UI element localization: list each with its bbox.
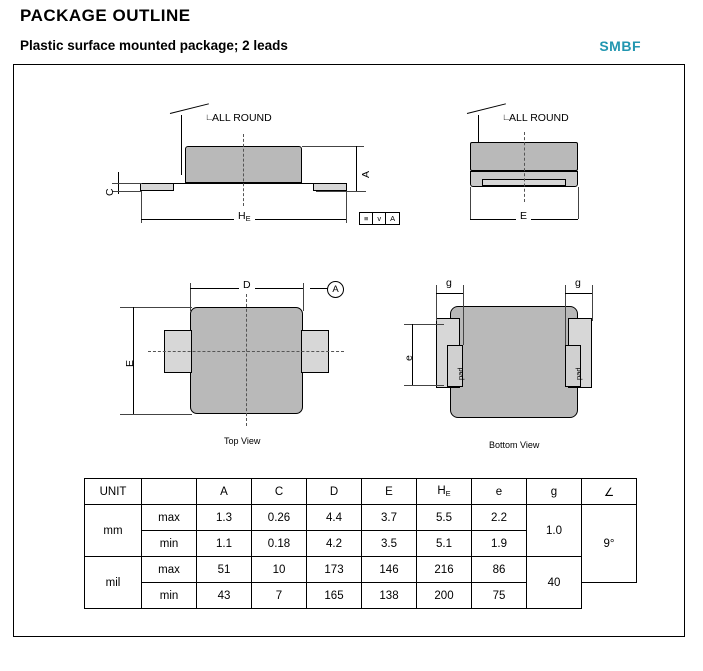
table-header-minmax: [142, 479, 197, 505]
package-outline-page: PACKAGE OUTLINE Plastic surface mounted package; 2 leads SMBF ALL ROUND ∟ A C $H_E$ ≡ v A ∟ ALL ROUND E D A E Top View pad pad g g e Bottom View UNIT A C D E $H_E$ e g ∠ mm max 1.3 0.26 4.4 3.7 5.5 2.2 1.0 9° min 1.1 0.18 4.2 3.5 5.1 1.9 mil max 51 10 173 146 216 86 40 min 43 7 165 138 200 75: [0, 0, 703, 671]
table-row: [85, 505, 637, 531]
table-header-e-pitch: e: [472, 479, 527, 505]
datum-control-frame: [359, 212, 400, 225]
table-header-a: A: [197, 479, 252, 505]
table-cell-unit-mm: mm: [85, 505, 142, 557]
table-cell-mm-min-e: 3.5: [362, 531, 417, 557]
table-header-e: E: [362, 479, 417, 505]
bottom-view-body: [450, 306, 578, 418]
table-cell-mm-max-epitch: 2.2: [472, 505, 527, 531]
bottom-view-g-right-label: g: [575, 277, 581, 289]
top-view-a-leader: [310, 288, 328, 289]
end-view-e-label: E: [516, 210, 531, 222]
side-view-a-ext-top: [302, 146, 364, 147]
top-view-centerline-vertical: [246, 294, 247, 426]
table-cell-mil-min-he: 200: [417, 583, 472, 609]
table-header-angle: ∠: [582, 479, 637, 505]
side-view-leader-vertical: [181, 115, 182, 175]
table-cell-mm-min-a: 1.1: [197, 531, 252, 557]
end-view-e-ext-right: [578, 187, 579, 219]
side-view-he-ext-right: [346, 191, 347, 223]
table-cell-mil-max-d: 173: [307, 557, 362, 583]
top-view-circled-a: A: [327, 281, 344, 298]
side-view-a-label: A: [360, 170, 372, 178]
table-cell-mil-min-epitch: 75: [472, 583, 527, 609]
table-header-unit: UNIT: [85, 479, 142, 505]
part-code: SMBF: [599, 38, 641, 54]
table-cell-mil-min-d: 165: [307, 583, 362, 609]
table-cell-mm-min-d: 4.2: [307, 531, 362, 557]
table-cell-angle: 9°: [582, 505, 637, 583]
table-cell-mm-max-a: 1.3: [197, 505, 252, 531]
top-view-caption: Top View: [224, 436, 261, 446]
side-view-c-ext-top: [112, 183, 142, 184]
table-cell-mm-min-c: 0.18: [252, 531, 307, 557]
table-header-c: C: [252, 479, 307, 505]
side-view-he-label: $H_E$: [234, 210, 255, 223]
table-cell-mil-max-a: 51: [197, 557, 252, 583]
side-view-c-label: C: [104, 188, 116, 196]
table-cell-mil-min-label: min: [142, 583, 197, 609]
table-cell-mm-min-he: 5.1: [417, 531, 472, 557]
table-header-row: [85, 479, 637, 505]
dimension-table: [84, 478, 637, 609]
page-title: PACKAGE OUTLINE: [20, 6, 191, 25]
end-view-all-round-label: ALL ROUND: [509, 112, 569, 124]
table-cell-mil-max-label: max: [142, 557, 197, 583]
bottom-view-g-right-ext-a: [565, 285, 566, 345]
table-cell-mm-min-epitch: 1.9: [472, 531, 527, 557]
table-header-he: $H_E$: [417, 479, 472, 505]
table-cell-mil-min-e: 138: [362, 583, 417, 609]
bottom-view-caption: Bottom View: [489, 440, 540, 450]
top-view-centerline-horizontal: [148, 351, 344, 352]
bottom-view-e-label: e: [403, 355, 415, 361]
table-cell-mm-max-c: 0.26: [252, 505, 307, 531]
page-subtitle: Plastic surface mounted package; 2 leads: [20, 38, 288, 53]
table-cell-mil-g: 40: [527, 557, 582, 609]
top-view-e-ext-bottom: [120, 414, 192, 415]
table-cell-mil-min-a: 43: [197, 583, 252, 609]
table-cell-mil-max-e: 146: [362, 557, 417, 583]
top-view-d-ext-right: [303, 283, 304, 311]
bottom-view-g-left-ext-b: [463, 285, 464, 345]
side-view-c-ext-bottom: [112, 191, 142, 192]
bottom-view-e-ext-bottom: [404, 385, 444, 386]
end-view-centerline: [524, 132, 525, 202]
table-cell-mm-g: 1.0: [527, 505, 582, 557]
bottom-view-pad-left: pad: [447, 345, 463, 387]
side-view-lead-right: [313, 183, 347, 191]
datum-symbol-2: A: [390, 214, 396, 223]
side-view-a-ext-bottom: [316, 191, 366, 192]
bottom-view-g-left-label: g: [446, 277, 452, 289]
datum-symbol-1: v: [373, 213, 386, 224]
table-cell-mil-max-he: 216: [417, 557, 472, 583]
table-row: [85, 557, 637, 583]
table-cell-mm-max-e: 3.7: [362, 505, 417, 531]
table-cell-mm-max-d: 4.4: [307, 505, 362, 531]
top-view-e-label: E: [124, 359, 136, 367]
bottom-view-g-left-ext-a: [436, 285, 437, 321]
bottom-view-g-left-dim-line: [436, 293, 463, 294]
table-cell-mm-max-label: max: [142, 505, 197, 531]
side-view-lead-left: [140, 183, 174, 191]
bottom-view-g-right-ext-b: [592, 285, 593, 321]
end-view-e-ext-left: [470, 187, 471, 219]
table-header-d: D: [307, 479, 362, 505]
table-cell-mm-min-label: min: [142, 531, 197, 557]
table-header-g: g: [527, 479, 582, 505]
side-view-centerline: [243, 134, 244, 206]
table-cell-unit-mil: mil: [85, 557, 142, 609]
top-view-e-ext-top: [120, 307, 192, 308]
side-view-all-round-label: ALL ROUND: [212, 112, 272, 124]
table-cell-mil-max-c: 10: [252, 557, 307, 583]
bottom-view-g-right-dim-line: [565, 293, 592, 294]
top-view-d-label: D: [239, 279, 255, 291]
table-cell-mm-max-he: 5.5: [417, 505, 472, 531]
table-cell-mil-max-epitch: 86: [472, 557, 527, 583]
bottom-view-pad-right: pad: [565, 345, 581, 387]
table-cell-mil-min-c: 7: [252, 583, 307, 609]
datum-symbol-0: ≡: [360, 213, 373, 224]
side-view-a-dim-line: [356, 146, 357, 191]
bottom-view-e-ext-top: [404, 324, 444, 325]
